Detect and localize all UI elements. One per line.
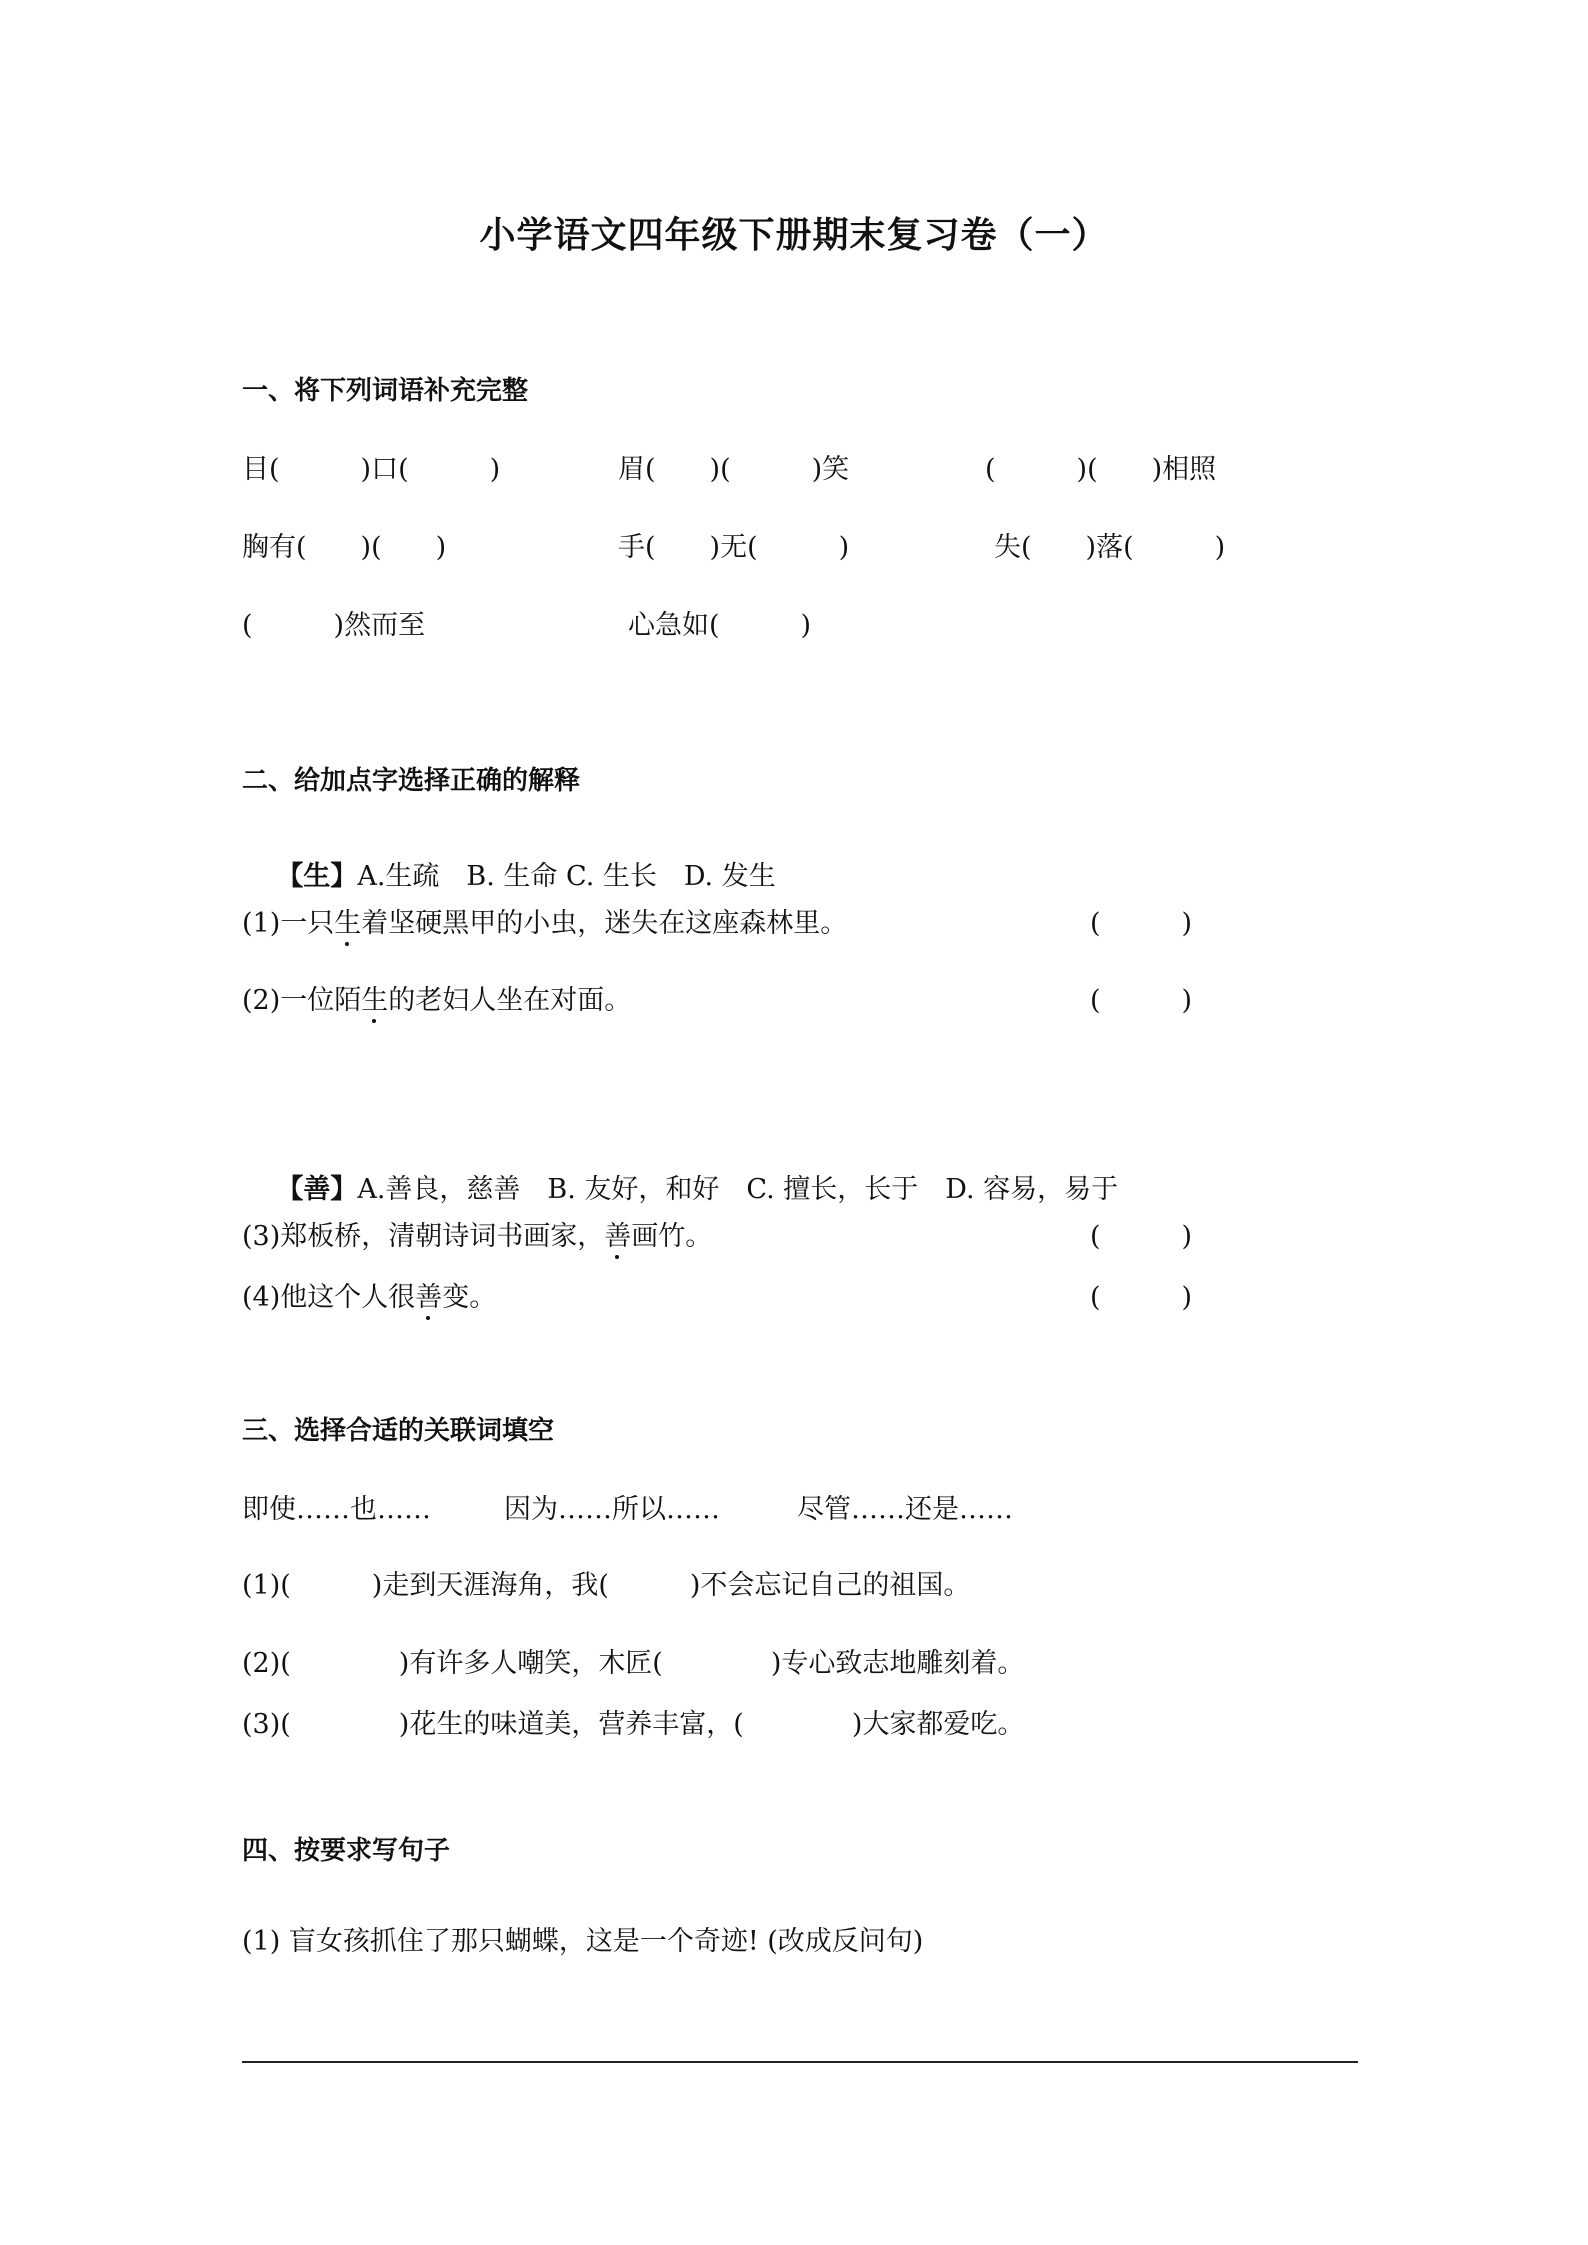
emphasis-dot <box>372 1019 376 1023</box>
question-text: (4)他这个人很 <box>242 1282 416 1313</box>
question-text: (1)一只 <box>242 908 335 939</box>
section1-heading: 一、将下列词语补充完整 <box>242 376 529 406</box>
dotted-char-text: 生 <box>361 985 389 1016</box>
answer-blank[interactable]: ( ) <box>1090 985 1193 1016</box>
dotted-char-text: 生 <box>334 908 362 939</box>
emphasis-dot <box>345 942 349 946</box>
target-char: 【生】 <box>276 861 358 892</box>
answer-line[interactable] <box>242 2061 1358 2063</box>
word-item: 失( )落( ) <box>994 532 1226 563</box>
question-text: 变。 <box>442 1282 497 1313</box>
word-item: ( )( )相照 <box>985 454 1217 485</box>
section3-heading: 三、选择合适的关联词填空 <box>242 1416 555 1446</box>
target-char: 【善】 <box>276 1174 358 1205</box>
fill-question-3: (3)( )花生的味道美，营养丰富，( )大家都爱吃。 <box>242 1709 1025 1740</box>
word-item: 胸有( )( ) <box>242 532 447 563</box>
word-item: 目( )口( ) <box>242 454 501 485</box>
word-item: 眉( )( )笑 <box>618 454 850 485</box>
dotted-char <box>361 985 388 1016</box>
dotted-char-text: 善 <box>415 1282 443 1313</box>
dotted-char <box>415 1282 442 1313</box>
page-title: 小学语文四年级下册期末复习卷（一） <box>479 215 1109 256</box>
word-item: 心急如( ) <box>628 610 812 641</box>
answer-blank[interactable]: ( ) <box>1090 1221 1193 1252</box>
dotted-char <box>604 1221 631 1252</box>
question-text: (2)一位陌 <box>242 985 362 1016</box>
rewrite-question-1: (1) 盲女孩抓住了那只蝴蝶，这是一个奇迹! (改成反问句) <box>242 1926 924 1957</box>
dotted-char-text: 善 <box>604 1221 632 1252</box>
question-4 <box>242 1284 496 1311</box>
options-text: A.善良，慈善 B. 友好，和好 C. 擅长，长于 D. 容易，易于 <box>357 1174 1119 1205</box>
question-3 <box>242 1223 712 1250</box>
conjunction-option: 即使……也…… <box>242 1494 431 1525</box>
question-text: (3)郑板桥，清朝诗词书画家， <box>242 1221 605 1252</box>
emphasis-dot <box>615 1255 619 1259</box>
question-text: 的老妇人坐在对面。 <box>388 985 632 1016</box>
section2-heading: 二、给加点字选择正确的解释 <box>242 766 581 796</box>
question-2 <box>242 987 631 1014</box>
dotted-char <box>334 908 361 939</box>
fill-question-1: (1)( )走到天涯海角，我( )不会忘记自己的祖国。 <box>242 1570 971 1601</box>
emphasis-dot <box>426 1316 430 1320</box>
question-text: 着坚硬黑甲的小虫，迷失在这座森林里。 <box>361 908 848 939</box>
question-text: 画竹。 <box>631 1221 713 1252</box>
conjunction-option: 尽管……还是…… <box>797 1494 1013 1525</box>
word-item: ( )然而至 <box>242 610 426 641</box>
fill-question-2: (2)( )有许多人嘲笑，木匠( )专心致志地雕刻着。 <box>242 1648 1025 1679</box>
section4-heading: 四、按要求写句子 <box>242 1836 451 1866</box>
answer-blank[interactable]: ( ) <box>1090 1282 1193 1313</box>
option-line <box>242 1149 1118 1230</box>
answer-blank[interactable]: ( ) <box>1090 908 1193 939</box>
conjunction-option: 因为……所以…… <box>504 1494 720 1525</box>
question-1 <box>242 910 847 937</box>
option-line <box>242 836 776 917</box>
options-text: A.生疏 B. 生命 C. 生长 D. 发生 <box>357 861 776 892</box>
word-item: 手( )无( ) <box>618 532 850 563</box>
